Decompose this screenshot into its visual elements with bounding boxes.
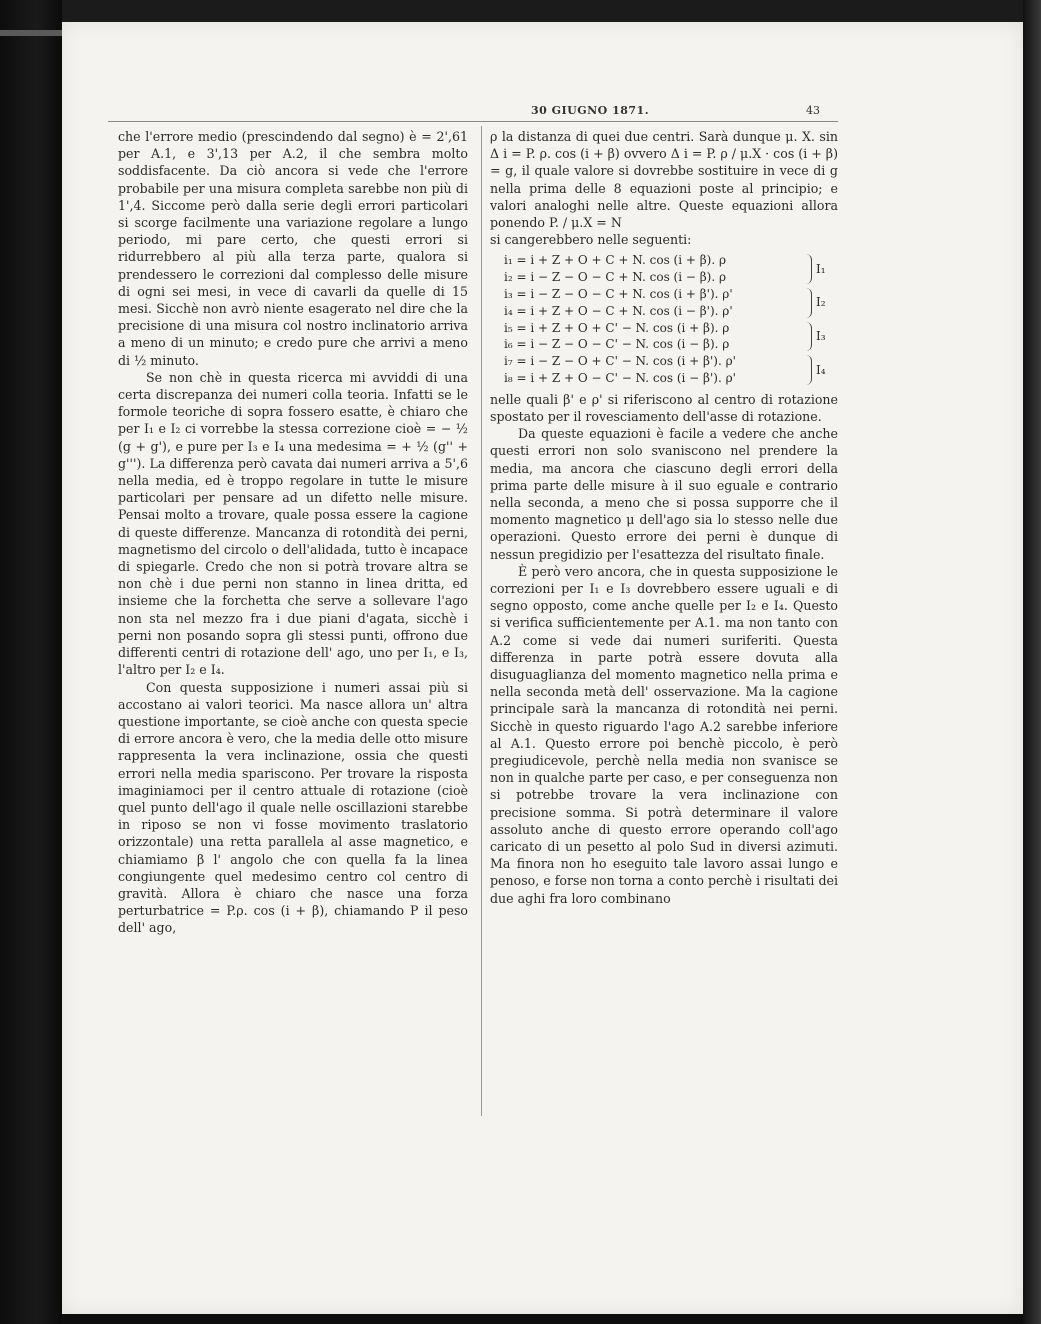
right-column xyxy=(490,128,838,907)
equation: i₈ = i + Z + O − C' − N. cos (i − β'). ρ' xyxy=(504,371,736,385)
equation: i₄ = i + Z + O − C + N. cos (i − β'). ρ' xyxy=(504,303,733,318)
equation-system xyxy=(504,252,838,386)
paragraph: si cangerebbero nelle seguenti: xyxy=(490,232,692,248)
brace xyxy=(797,322,812,352)
brace xyxy=(797,288,812,318)
scan-right-margin xyxy=(1023,0,1041,1324)
equation: i₂ = i − Z − O − C + N. cos (i − β). ρ xyxy=(504,270,727,285)
running-header: 30 GIUGNO 1871. xyxy=(530,104,650,117)
paragraph: che l'errore medio (prescindendo dal segno) è = 2',61 per A.1, e 3',13 per A.2, il che sembra molto soddisfacente. Da ciò ancora si vede che l'errore probabile per una misura completa sarebbe non più di 1',4. Siccome però dalla serie degli errori particolari si scorge facilmente una variazione regolare a lungo periodo, mi pare certo, che questi errori si ridurrebbero al più alla terza parte, qualora si prendessero le correzioni dal complesso delle misure di ogni sei mesi, in vece di cavarli da quelle di 15 mesi. Sicchè non avrò niente esagerato nel dire che la precisione di una misura col nostro inclinatorio arriva a meno di un minuto; e credo pure che arrivi a meno di ½ minuto. xyxy=(118,129,468,368)
equation-label: I₂ xyxy=(816,295,826,310)
equation-label: I₃ xyxy=(816,329,826,343)
paragraph: Con questa supposizione i numeri assai più si accostano ai valori teorici. Ma nasce allora un' altra questione importante, se cioè anche con questa specie di errore ancora è vero, che la media delle otto misure rappresenta la vera inclinazione, ossia che questi errori nella media spariscono. Per trovare la risposta imaginiamoci per il centro attuale di rotazione (cioè quel punto dell'ago il quale nelle oscillazioni starebbe in riposo se non vi fosse movimento traslatorio orizzontale) una retta parallela al asse magnetico, e chiamiamo β l' angolo che con quella fa la linea congiungente quel medesimo centro col centro di gravità. Allora è chiaro che nasce una forza perturbatrice = P.ρ. cos (i + β), chiamando P il peso dell' ago, xyxy=(118,679,468,936)
equation-label: I₄ xyxy=(816,362,826,377)
paragraph: È però vero ancora, che in questa supposizione le correzioni per I₁ e I₃ dovrebbero essere uguali e di segno opposto, come anche quelle per I₂ e I₄. Questo si verifica sufficientemente per A.1. ma non tanto con A.2 come si vede dai numeri suriferiti. Questa differenza in parte potrà essere dovuta alla disuguaglianza del momento magnetico nella prima e nella seconda metà dell' osservazione. Ma la cagione principale sarà la mancanza di rotondità nei perni. Sicchè in questo riguardo l'ago A.2 sarebbe inferiore al A.1. Questo errore poi benchè piccolo, è però pregiudicevole, perchè nella media non svanisce se non in qualche parte per caso, e per conseguenza non si potrebbe trovare la vera inclinazione con precisione somma. Si potrà determinare il valore assoluto anche di questo errore operando coll'ago caricato di un pesetto al polo Sud in diversi azimuti. Ma finora non ho eseguito tale lavoro assai lungo e penoso, e forse non torna a conto perchè i risultati dei due aghi fra loro combinano xyxy=(490,563,838,906)
paragraph: nelle quali β' e ρ' si riferiscono al centro di rotazione spostato per il rovesciamento dell'asse di rotazione. xyxy=(490,391,838,424)
paragraph: Da queste equazioni è facile a vedere che anche questi errori non solo svaniscono nel prendere la media, ma ancora che ciascuno degli errori della prima parte delle misure à il suo eguale e contrario nella seconda, a meno che si possa supporre che il momento magnetico μ dell'ago sia lo stesso nelle due operazioni. Questo errore dei perni è dunque di nessun pregidizio per l'esattezza del risultato finale. xyxy=(490,426,838,562)
equation-group xyxy=(504,353,838,387)
brace xyxy=(797,254,812,284)
equation: i₃ = i − Z − O − C + N. cos (i + β'). ρ' xyxy=(504,287,733,302)
equation: i₁ = i + Z + O + C + N. cos (i + β). ρ xyxy=(504,253,727,268)
brace xyxy=(797,355,812,385)
header-rule xyxy=(108,121,838,122)
page-number: 43 xyxy=(806,104,820,117)
scan-bottom-margin xyxy=(62,1314,1023,1324)
scan-artifact xyxy=(0,30,62,36)
column-divider xyxy=(481,126,482,1116)
paragraph: Se non chè in questa ricerca mi avviddi di una certa discrepanza dei numeri colla teoria. Infatti se le formole teoriche di sopra fossero esatte, è chiaro che per I₁ e I₂ ci vorrebbe la stessa correzione cioè = − ½ (g + g'), e pure per I₃ e I₄ una medesima = + ½ (g'' + g'''). La differenza però cavata dai numeri arriva a 5',6 nella media, ed è troppo regolare in tutte le misure particolari per pensare ad un difetto nelle misure. Pensai molto a trovare, quale possa essere la cagione di queste differenze. Mancanza di rotondità dei perni, magnetismo del circolo o dell'alidada, tutto è incapace di spiegarle. Credo che non si potrà trovare altra se non chè i due perni non stanno in linea dritta, ed insieme che la forchetta che serve a sollevare l'ago non sta nel mezzo fra i due piani d'agata, sicchè i perni non posando sopra gli stessi punti, offrono due differenti centri di rotazione dell' ago, uno per I₁, e I₃, l'altro per I₂ e I₄. xyxy=(118,369,468,678)
paragraph: ρ la distanza di quei due centri. Sarà dunque μ. X. sin Δ i = P. ρ. cos (i + β) ovvero Δ i = P. ρ / μ.X · cos (i + β) = g, il quale valore si dovrebbe sostituire in vece di g nella prima delle 8 equazioni poste al principio; e valori analoghi nelle altre. Queste equazioni allora ponendo P. / μ.X = N xyxy=(490,129,838,231)
equation: i₇ = i − Z − O + C' − N. cos (i + β'). ρ' xyxy=(504,354,736,369)
left-column xyxy=(118,128,468,937)
equation: i₅ = i + Z + O + C' − N. cos (i + β). ρ xyxy=(504,320,730,335)
scan-left-margin xyxy=(0,0,62,1324)
equation-label: I₁ xyxy=(816,261,826,276)
equation-group xyxy=(504,252,838,286)
equation: i₆ = i − Z − O − C' − N. cos (i − β). ρ xyxy=(504,337,730,352)
equation-group xyxy=(504,320,838,354)
equation-group xyxy=(504,286,838,320)
